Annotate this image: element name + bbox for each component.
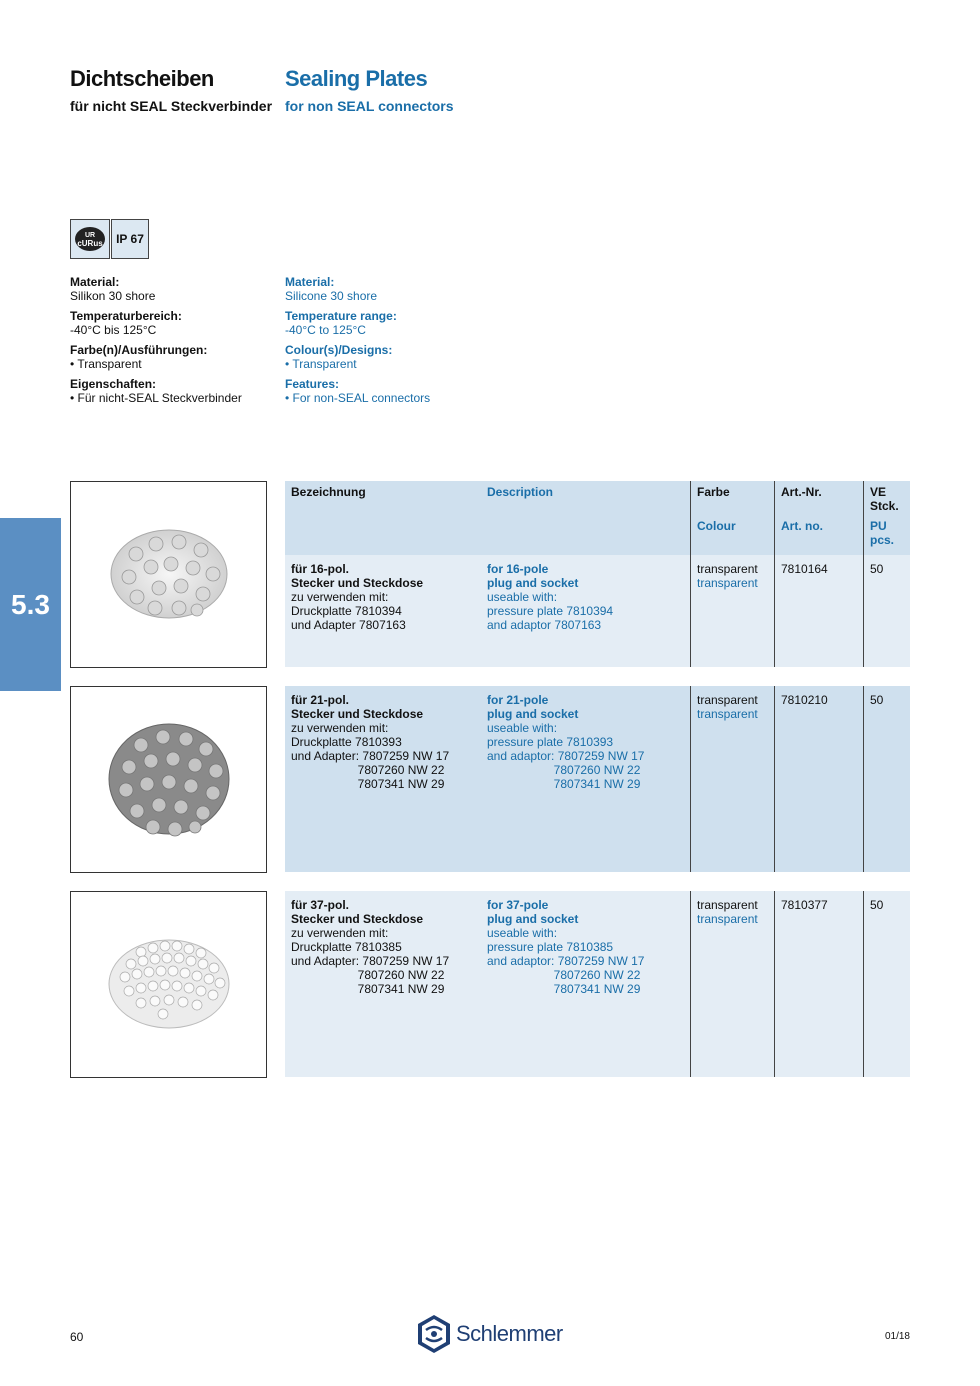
curus-certification-icon	[70, 219, 110, 259]
schlemmer-logo-icon	[416, 1314, 452, 1354]
description-en	[487, 898, 644, 996]
product-image-21-pole	[70, 686, 267, 873]
prop-label: Temperature range:	[285, 309, 397, 323]
packing-unit: 50	[870, 562, 884, 576]
colour-value: transparent	[697, 576, 758, 590]
prop-value: • Transparent	[285, 357, 357, 371]
prop-value: Silicone 30 shore	[285, 289, 378, 303]
divider	[774, 481, 775, 555]
designation-de-text: zu verwenden mit: Druckplatte 7810394 und Adapter 7807163	[291, 590, 406, 632]
colour-value: transparent	[697, 707, 758, 721]
description-en-text: useable with: pressure plate 7810393 and adaptor: 7807259 NW 17 7807260 NW 22 7807341 NW 29	[487, 721, 645, 791]
ip-rating-badge: IP 67	[111, 219, 149, 259]
table-row	[285, 686, 910, 872]
prop-label: Farbe(n)/Ausführungen:	[70, 343, 208, 357]
table-header	[285, 481, 910, 555]
farbe-value: transparent	[697, 693, 758, 707]
divider	[690, 891, 691, 1077]
prop-value: • Transparent	[70, 357, 142, 371]
description-en-title: for 21-pole plug and socket	[487, 693, 579, 721]
properties-de	[70, 275, 242, 411]
prop-label: Colour(s)/Designs:	[285, 343, 393, 357]
description-en-text: useable with: pressure plate 7810385 and adaptor: 7807259 NW 17 7807260 NW 22 7807341 NW 29	[487, 926, 645, 996]
page-title-de: Dichtscheiben	[70, 66, 214, 91]
brand-name: Schlemmer	[456, 1321, 563, 1346]
description-en	[487, 693, 644, 791]
svg-text:cURus: cURus	[77, 239, 103, 248]
designation-de-title: für 21-pol. Stecker und Steckdose	[291, 693, 424, 721]
page-title-en: Sealing Plates	[285, 66, 428, 91]
page-subtitle-en: for non SEAL connectors	[285, 98, 454, 114]
prop-value: • For non-SEAL connectors	[285, 391, 431, 405]
divider	[774, 891, 775, 1077]
description-en	[487, 562, 613, 632]
prop-label: Features:	[285, 377, 340, 391]
article-number: 7810377	[781, 898, 828, 912]
divider	[863, 891, 864, 1077]
article-number: 7810210	[781, 693, 828, 707]
prop-value: -40°C to 125°C	[285, 323, 366, 337]
properties-en	[285, 275, 430, 411]
table-row	[285, 891, 910, 1077]
divider	[690, 555, 691, 667]
print-date: 01/18	[884, 1331, 910, 1342]
divider	[690, 686, 691, 872]
product-image-37-pole	[70, 891, 267, 1078]
colour-cell	[697, 898, 758, 926]
prop-label: Eigenschaften:	[70, 377, 157, 391]
page-subtitle-de: für nicht SEAL Steckverbinder	[70, 98, 273, 114]
col-header-pu: PU pcs.	[870, 519, 895, 547]
col-header-bezeichnung: Bezeichnung	[291, 485, 366, 499]
brand-logo	[416, 1314, 563, 1354]
colour-cell	[697, 562, 758, 590]
divider	[774, 555, 775, 667]
divider	[863, 555, 864, 667]
divider	[774, 686, 775, 872]
designation-de-title: für 37-pol. Stecker und Steckdose	[291, 898, 424, 926]
farbe-value: transparent	[697, 562, 758, 576]
col-header-artnr: Art.-Nr.	[781, 485, 822, 499]
packing-unit: 50	[870, 898, 884, 912]
col-header-description: Description	[487, 485, 554, 499]
col-header-artno: Art. no.	[781, 519, 823, 533]
packing-unit: 50	[870, 693, 884, 707]
prop-value: -40°C bis 125°C	[70, 323, 157, 337]
description-en-title: for 16-pole plug and socket	[487, 562, 579, 590]
table-row	[285, 555, 910, 667]
designation-de-title: für 16-pol. Stecker und Steckdose	[291, 562, 424, 590]
designation-de	[291, 898, 449, 996]
colour-value: transparent	[697, 912, 758, 926]
divider	[863, 686, 864, 872]
divider	[690, 481, 691, 555]
prop-label: Temperaturbereich:	[70, 309, 182, 323]
prop-value: Silikon 30 shore	[70, 289, 156, 303]
col-header-farbe: Farbe	[697, 485, 730, 499]
farbe-value: transparent	[697, 898, 758, 912]
colour-cell	[697, 693, 758, 721]
designation-de-text: zu verwenden mit: Druckplatte 7810393 und Adapter: 7807259 NW 17 7807260 NW 22 7807341 NW 29	[291, 721, 450, 791]
divider	[863, 481, 864, 555]
page-number: 60	[70, 1330, 84, 1344]
prop-label: Material:	[285, 275, 335, 289]
col-header-ve: VE Stck.	[870, 485, 899, 513]
description-en-title: for 37-pole plug and socket	[487, 898, 579, 926]
prop-value: • Für nicht-SEAL Steckverbinder	[70, 391, 242, 405]
section-tab: 5.3	[0, 518, 61, 691]
svg-text:UR: UR	[84, 232, 96, 239]
ul-mark-icon	[74, 226, 106, 252]
prop-label: Material:	[70, 275, 120, 289]
product-image-16-pole	[70, 481, 267, 668]
description-en-text: useable with: pressure plate 7810394 and adaptor 7807163	[487, 590, 614, 632]
col-header-colour: Colour	[697, 519, 736, 533]
designation-de	[291, 562, 423, 632]
article-number: 7810164	[781, 562, 828, 576]
designation-de-text: zu verwenden mit: Druckplatte 7810385 und Adapter: 7807259 NW 17 7807260 NW 22 7807341 NW 29	[291, 926, 450, 996]
designation-de	[291, 693, 449, 791]
